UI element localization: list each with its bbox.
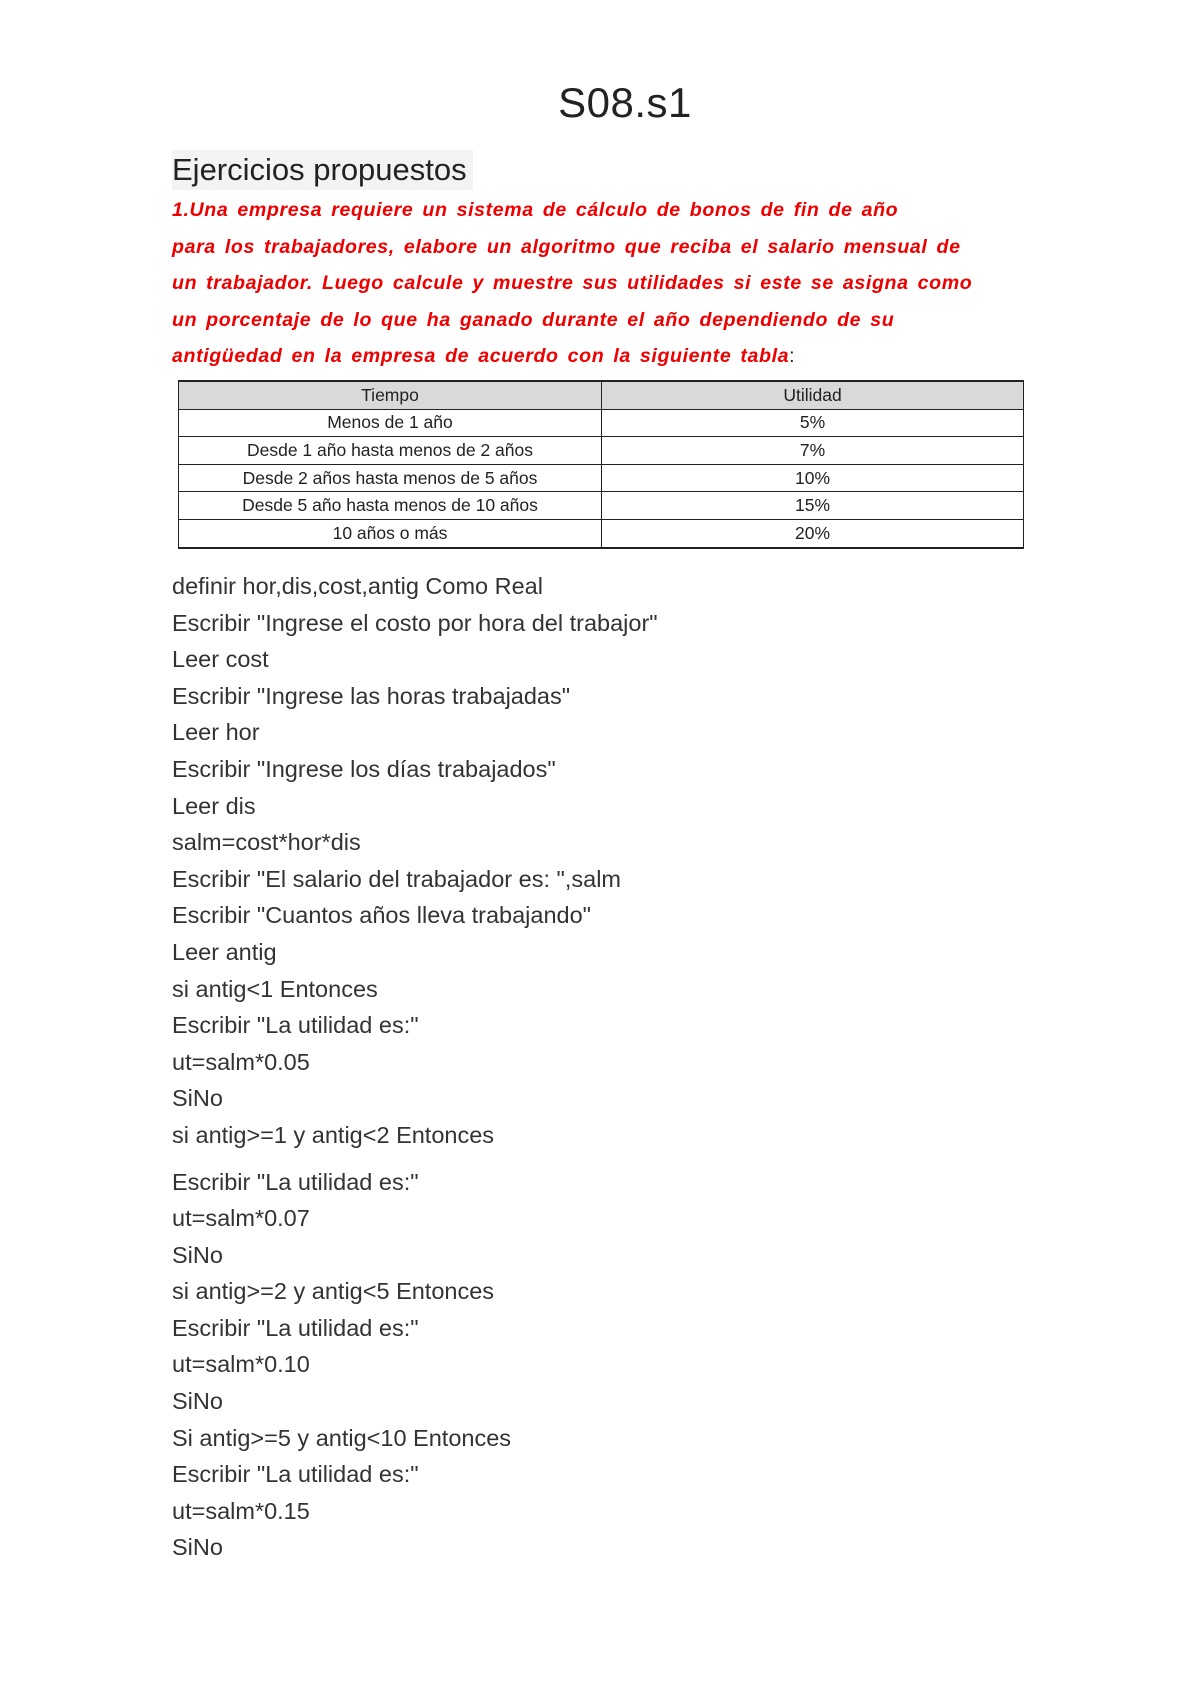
code-line: Leer dis bbox=[172, 792, 256, 819]
code-line: ut=salm*0.10 bbox=[172, 1351, 310, 1378]
code-line: si antig>=2 y antig<5 Entonces bbox=[172, 1278, 495, 1305]
code-line: definir hor,dis,cost,antig Como Real bbox=[172, 573, 543, 599]
table-header-row bbox=[179, 381, 1024, 409]
code-line: Leer antig bbox=[172, 938, 277, 965]
problem-line-text: antigüedad en la empresa de acuerdo con la siguiente tabla bbox=[172, 345, 790, 368]
code-line: ut=salm*0.05 bbox=[172, 1048, 310, 1075]
table-row bbox=[179, 409, 1024, 437]
code-line: SiNo bbox=[172, 1085, 223, 1112]
cell-tiempo: 10 años o más bbox=[179, 519, 602, 547]
cell-tiempo: Desde 2 años hasta menos de 5 años bbox=[179, 464, 602, 492]
cell-utilidad: 5% bbox=[602, 409, 1024, 437]
table-row bbox=[179, 464, 1024, 492]
code-line: SiNo bbox=[172, 1534, 223, 1561]
header-tiempo: Tiempo bbox=[179, 381, 602, 409]
utility-table bbox=[178, 380, 1024, 549]
code-line: Escribir "Cuantos años lleva trabajando" bbox=[172, 902, 592, 929]
problem-line: para los trabajadores, elabore un algoritmo que reciba el salario mensual de bbox=[172, 235, 961, 258]
code-line: SiNo bbox=[172, 1388, 223, 1415]
code-line: Escribir "Ingrese las horas trabajadas" bbox=[172, 682, 571, 709]
cell-utilidad: 7% bbox=[602, 437, 1024, 465]
problem-colon: : bbox=[789, 345, 796, 368]
code-line: Leer hor bbox=[172, 719, 260, 746]
table-row bbox=[179, 437, 1024, 465]
section-heading: Ejercicios propuestos bbox=[172, 150, 473, 190]
code-line: Escribir "La utilidad es:" bbox=[172, 1314, 419, 1341]
code-line: si antig>=1 y antig<2 Entonces bbox=[172, 1121, 495, 1148]
code-line: Leer cost bbox=[172, 646, 269, 673]
table-row bbox=[179, 492, 1024, 520]
problem-line: un trabajador. Luego calcule y muestre sus utilidades si este se asigna como bbox=[172, 272, 973, 295]
cell-tiempo: Desde 1 año hasta menos de 2 años bbox=[179, 437, 602, 465]
table-row bbox=[179, 519, 1024, 547]
problem-line: 1.Una empresa requiere un sistema de cálculo de bonos de fin de año bbox=[172, 199, 899, 221]
code-line: ut=salm*0.15 bbox=[172, 1497, 310, 1524]
cell-utilidad: 10% bbox=[602, 464, 1024, 492]
code-line: Escribir "La utilidad es:" bbox=[172, 1168, 419, 1195]
cell-utilidad: 20% bbox=[602, 519, 1024, 547]
problem-statement bbox=[172, 192, 1012, 375]
problem-line: un porcentaje de lo que ha ganado durante el año dependiendo de su bbox=[172, 308, 895, 331]
cell-utilidad: 15% bbox=[602, 492, 1024, 520]
code-line: Escribir "La utilidad es:" bbox=[172, 1012, 419, 1039]
page-title: S08.s1 bbox=[558, 79, 692, 126]
code-line: si antig<1 Entonces bbox=[172, 975, 378, 1002]
code-line: SiNo bbox=[172, 1241, 223, 1268]
pseudocode-block bbox=[172, 568, 658, 1566]
code-line: Si antig>=5 y antig<10 Entonces bbox=[172, 1424, 512, 1451]
header-utilidad: Utilidad bbox=[602, 381, 1024, 409]
cell-tiempo: Menos de 1 año bbox=[179, 409, 602, 437]
problem-line bbox=[172, 338, 1012, 375]
code-line: Escribir "Ingrese el costo por hora del trabajor" bbox=[172, 609, 658, 636]
code-line: Escribir "Ingrese los días trabajados" bbox=[172, 755, 556, 782]
code-line: Escribir "La utilidad es:" bbox=[172, 1461, 419, 1488]
code-line: salm=cost*hor*dis bbox=[172, 829, 361, 856]
cell-tiempo: Desde 5 año hasta menos de 10 años bbox=[179, 492, 602, 520]
code-line: Escribir "El salario del trabajador es: ",salm bbox=[172, 865, 621, 892]
code-line: ut=salm*0.07 bbox=[172, 1205, 310, 1232]
